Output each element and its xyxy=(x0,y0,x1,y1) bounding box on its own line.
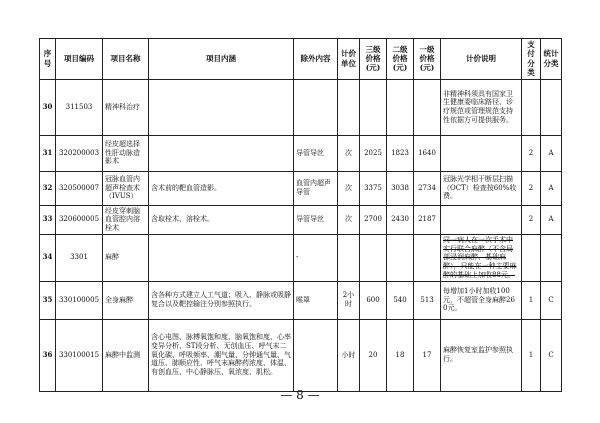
row-content: 含取栓术、溶栓术。 xyxy=(149,205,294,234)
row-name: 精神科治疗 xyxy=(103,79,149,135)
header-unit: 计价单位 xyxy=(338,39,360,80)
row-code: 320500007 xyxy=(56,171,103,205)
header-seq: 序号 xyxy=(40,39,56,80)
row-name: 经皮超选择性肝动脉造影术 xyxy=(103,135,149,171)
row-name: 麻醉 xyxy=(103,234,149,281)
header-price1: 一级价格(元) xyxy=(414,39,441,80)
header-price3: 三级价格(元) xyxy=(360,39,387,80)
row-code: 3301 xyxy=(56,234,103,281)
header-row xyxy=(40,39,562,80)
table-row xyxy=(40,79,562,135)
row-pay: 1 xyxy=(522,281,541,319)
row-price2 xyxy=(387,79,414,135)
row-stat xyxy=(541,79,562,135)
row-price2 xyxy=(387,234,414,281)
struck-note-text: 同一病人在一次手术中实行联合麻醉（不含局部浸润麻醉、基础麻醉），只能在一种主要麻醉的基础上加收88元。 xyxy=(443,235,517,279)
fee-table-container xyxy=(39,38,562,392)
row-pay xyxy=(522,234,541,281)
row-no: 34 xyxy=(40,234,56,281)
row-note: 每增加1小时加收100元，不超管全身麻醉260元。 xyxy=(441,281,522,319)
row-unit: 次 xyxy=(338,171,360,205)
row-content xyxy=(149,79,294,135)
row-content: 含心电图、脉搏氧饱和度、脑氧饱和度、心率变异分析、ST段分析、无创血压、呼气末二氧化碳、呼吸频率、潮气量、分钟通气量、气道压、肺顺应性、呼气末麻醉药浓度、体温、有创血压、中心静脉压、氧浓度、肌松。 xyxy=(149,319,294,391)
row-excl: - xyxy=(294,234,338,281)
row-price3: 2700 xyxy=(360,205,387,234)
row-price2: 2430 xyxy=(387,205,414,234)
row-note xyxy=(441,205,522,234)
row-no: 35 xyxy=(40,281,56,319)
header-excl: 除外内容 xyxy=(294,39,338,80)
row-unit: 2小时 xyxy=(338,281,360,319)
page-number: — 8 — xyxy=(280,388,320,402)
table-row xyxy=(40,281,562,319)
table-row xyxy=(40,319,562,391)
row-note xyxy=(441,234,522,281)
row-price3 xyxy=(360,79,387,135)
row-pay xyxy=(522,79,541,135)
row-price1 xyxy=(414,234,441,281)
row-price1: 1640 xyxy=(414,135,441,171)
row-excl: 喉罩 xyxy=(294,281,338,319)
row-excl: 血管内超声导管 xyxy=(294,171,338,205)
row-code: 320200003 xyxy=(56,135,103,171)
price-table xyxy=(39,38,562,392)
row-price3: 3375 xyxy=(360,171,387,205)
row-pay: 2 xyxy=(522,135,541,171)
header-pay: 支付分类 xyxy=(522,39,541,80)
row-unit xyxy=(338,234,360,281)
row-content xyxy=(149,135,294,171)
row-price2: 3038 xyxy=(387,171,414,205)
row-code: 330100005 xyxy=(56,281,103,319)
row-note: 非精神科须具有国家卫生健康委临床路径、诊疗规范或管理规范支持性依据方可提供服务。 xyxy=(441,79,522,135)
row-no: 32 xyxy=(40,171,56,205)
header-content: 项目内涵 xyxy=(149,39,294,80)
header-note: 计价说明 xyxy=(441,39,522,80)
row-price1: 2734 xyxy=(414,171,441,205)
row-stat: A xyxy=(541,135,562,171)
row-name: 麻醉中监测 xyxy=(103,319,149,391)
row-content xyxy=(149,234,294,281)
row-unit: 次 xyxy=(338,205,360,234)
row-unit xyxy=(338,79,360,135)
row-excl xyxy=(294,79,338,135)
header-name: 项目名称 xyxy=(103,39,149,80)
row-excl: 导管导丝 xyxy=(294,135,338,171)
row-no: 36 xyxy=(40,319,56,391)
row-price3: 2025 xyxy=(360,135,387,171)
row-stat xyxy=(541,234,562,281)
row-code: 320600005 xyxy=(56,205,103,234)
row-unit: 小时 xyxy=(338,319,360,391)
table-row xyxy=(40,135,562,171)
row-price1 xyxy=(414,79,441,135)
row-stat: C xyxy=(541,319,562,391)
row-pay: 1 xyxy=(522,319,541,391)
row-price1: 17 xyxy=(414,319,441,391)
row-price3 xyxy=(360,234,387,281)
row-price2: 1823 xyxy=(387,135,414,171)
row-name: 冠脉血管内超声检查术（IVUS） xyxy=(103,171,149,205)
row-no: 33 xyxy=(40,205,56,234)
row-no: 31 xyxy=(40,135,56,171)
header-price2: 二级价格(元) xyxy=(387,39,414,80)
row-code: 330100015 xyxy=(56,319,103,391)
table-row xyxy=(40,234,562,281)
row-note: 冠脉光学相干断层扫描（OCT）检查按60%收费。 xyxy=(441,171,522,205)
row-price3: 20 xyxy=(360,319,387,391)
table-row xyxy=(40,205,562,234)
row-stat: A xyxy=(541,171,562,205)
row-content: 含术前的靶血管造影。 xyxy=(149,171,294,205)
row-stat: C xyxy=(541,281,562,319)
row-excl xyxy=(294,319,338,391)
row-unit: 次 xyxy=(338,135,360,171)
row-pay: 2 xyxy=(522,205,541,234)
row-content: 含各种方式建立人工气道；吸入、静脉或吸静复合以及靶控输注分别参照执行。 xyxy=(149,281,294,319)
row-excl: 导管导丝 xyxy=(294,205,338,234)
row-note: 麻醉恢复室监护参照执行。 xyxy=(441,319,522,391)
row-stat: A xyxy=(541,205,562,234)
row-name: 经皮穿刺脑血管腔内溶栓术 xyxy=(103,205,149,234)
header-stat: 统计分类 xyxy=(541,39,562,80)
header-code: 项目编码 xyxy=(56,39,103,80)
row-price2: 540 xyxy=(387,281,414,319)
row-price3: 600 xyxy=(360,281,387,319)
row-price2: 18 xyxy=(387,319,414,391)
row-price1: 2187 xyxy=(414,205,441,234)
row-code: 311503 xyxy=(56,79,103,135)
row-name: 全身麻醉 xyxy=(103,281,149,319)
row-price1: 513 xyxy=(414,281,441,319)
table-row xyxy=(40,171,562,205)
row-pay: 2 xyxy=(522,171,541,205)
row-no: 30 xyxy=(40,79,56,135)
row-note xyxy=(441,135,522,171)
